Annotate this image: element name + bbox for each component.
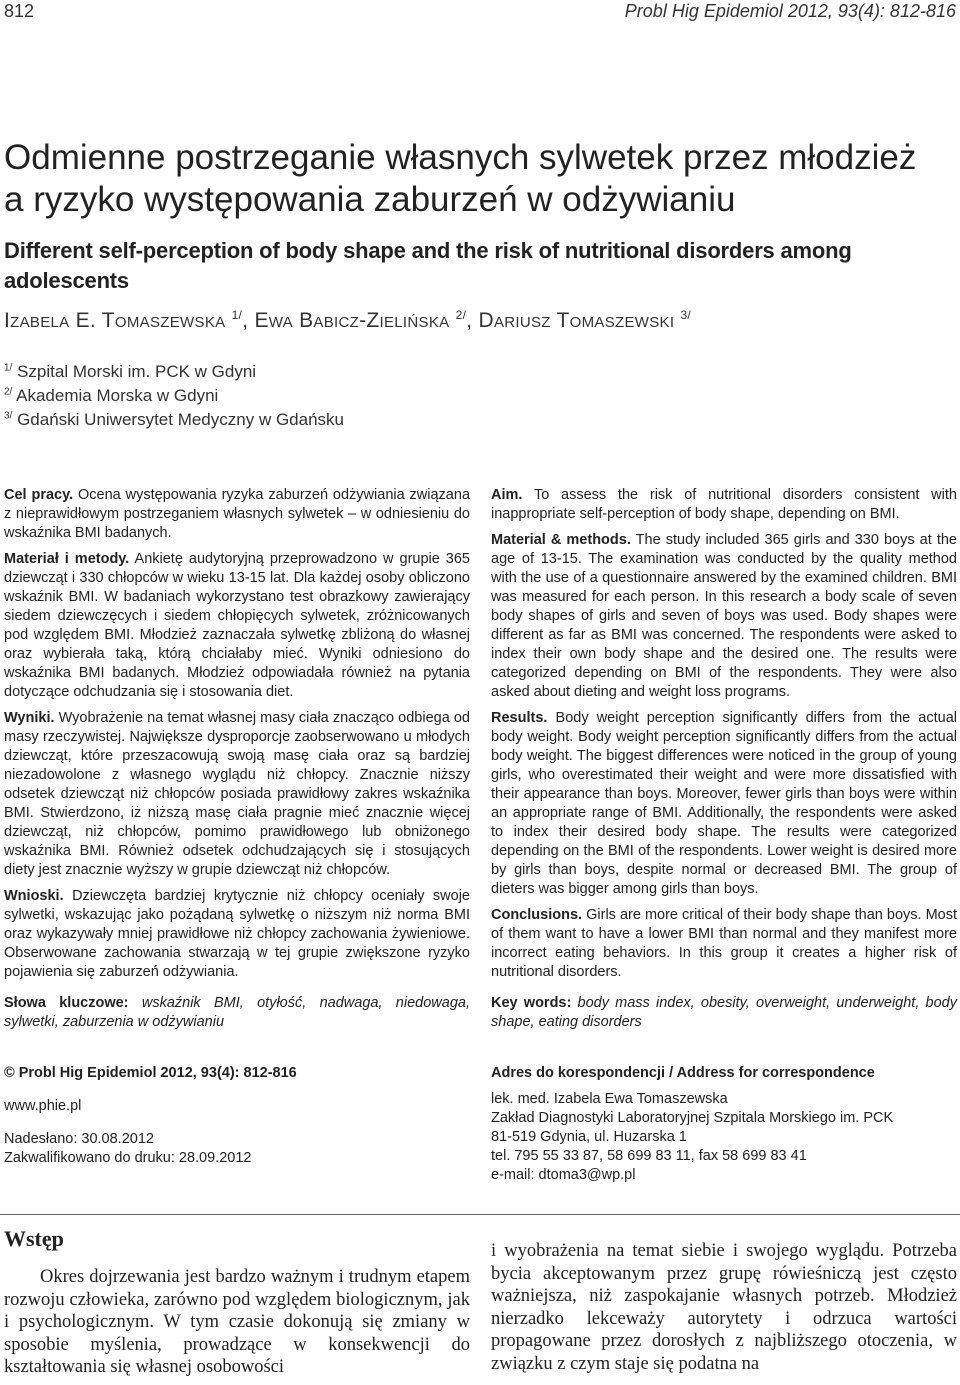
author-affiliation-marker: 1/ xyxy=(231,308,243,322)
correspondence-line: tel. 795 55 33 87, 58 699 83 11, fax 58 699 83 41 xyxy=(491,1148,807,1164)
correspondence-email-link[interactable]: e-mail: dtoma3@wp.pl xyxy=(491,1167,636,1183)
correspondence-line: lek. med. Izabela Ewa Tomaszewska xyxy=(491,1091,728,1107)
affiliation-marker: 3/ xyxy=(4,410,13,422)
author-name: Ewa Babicz-Zielińska xyxy=(254,309,450,332)
affiliation-marker: 1/ xyxy=(4,362,13,374)
affiliation-text: Gdański Uniwersytet Medyczny w Gdańsku xyxy=(17,410,344,429)
affiliation-marker: 2/ xyxy=(4,386,13,398)
correspondence-line: 81-519 Gdynia, ul. Huzarska 1 xyxy=(491,1129,687,1145)
abstract-section-aim: Aim. To assess the risk of nutritional disorders consistent with inappropriate self-perception of body shape, depending on BMI. xyxy=(491,487,957,522)
accepted-date: Zakwalifikowano do druku: 28.09.2012 xyxy=(4,1150,252,1166)
section-heading-introduction: Wstęp xyxy=(4,1226,64,1251)
keywords-polish: Słowa kluczowe: wskaźnik BMI, otyłość, nadwaga, niedowaga, sylwetki, zaburzenia w odżywianiu xyxy=(4,995,470,1030)
publication-info xyxy=(4,1064,464,1168)
article-title-english: Different self-perception of body shape and the risk of nutritional disorders among adolescents xyxy=(4,238,852,293)
journal-reference: Probl Hig Epidemiol 2012, 93(4): 812-816 xyxy=(624,1,956,21)
abstract-section-methods: Materiał i metody. Ankietę audytoryjną przeprowadzono w grupie 365 dziewcząt i 330 chłopców w wieku 13-15 lat. Dla każdej osoby obliczono wskaźnik BMI. W badaniach wykorzystano test obrazkowy zawierający siedem dziewczęcych i siedem chłopięcych sylwetek, zróżnicowanych pod względem BMI. Młodzież zaznaczała sylwetkę zbliżoną do własnej oraz wybierała taką, którą chciałaby mieć. Wyniki odniesiono do wskaźnika BMI badanych. Młodzież odpowiadała również na pytania dotyczące odchudzania się i stosowania diet. xyxy=(4,551,470,700)
affiliation xyxy=(4,362,256,382)
abstract-polish xyxy=(4,486,470,1039)
abstract-section-methods: Material & methods. The study included 365 girls and 330 boys at the age of 13-15. The examination was conducted by the quality method with the use of a questionnaire answered by the examined children. BMI was measured for each person. In this research a body scale of seven body shapes of girls and seven of boys was used. Body shapes were different as far as BMI was concerned. The respondents were asked to index their own body shape and the desired one. The results were categorized depending on BMI of the respondents. They were also asked about dieting and weight loss programs. xyxy=(491,532,957,700)
correspondence-heading: Adres do korespondencji / Address for correspondence xyxy=(491,1065,875,1081)
abstract-section-results: Wyniki. Wyobrażenie na temat własnej masy ciała znacząco odbiega od masy rzeczywistej. Największe dysproporcje zaobserwowano u młodych dziewcząt, które przeszacowują swoją masę ciała oraz są bardziej niezadowolone z własnego wyglądu niż chłopcy. Znacznie niższy odsetek dziewcząt niż chłopców posiada prawidłowy zakres wskaźnika BMI. Stwierdzono, iż niższą masę ciała pragnie mieć znacznie więcej dziewcząt, niż chłopców, pomimo prawidłowego lub obniżonego wskaźnika BMI. Również odsetek odchudzających się i stosujących diety jest znacznie wyższy w grupie dziewcząt niż chłopców. xyxy=(4,710,470,878)
title-line-2: a ryzyko występowania zaburzeń w odżywianiu xyxy=(4,180,736,219)
correspondence-line: Zakład Diagnostyki Laboratoryjnej Szpitala Morskiego im. PCK xyxy=(491,1110,894,1126)
author-affiliation-marker: 2/ xyxy=(455,308,467,322)
author-list: Izabela E. Tomaszewska $^{1/}$, Ewa Babicz-Zielińska $^{2/}$, Dariusz Tomaszewski $^{3/}$ xyxy=(4,308,692,332)
author-affiliation-marker: 3/ xyxy=(680,308,692,322)
abstract-section-conclusions: Wnioski. Dziewczęta bardziej krytycznie niż chłopcy oceniały swoje sylwetki, wskazując jako pożądaną sylwetkę o niższym niż norma BMI oraz wykazywały mniej prawidłowe niż chłopcy zachowania żywieniowe. Obserwowane zachowania stwarzają w tej grupie zwiększone ryzyko pojawienia się zaburzeń odżywiania. xyxy=(4,888,470,980)
affiliation-text: Szpital Morski im. PCK w Gdyni xyxy=(17,362,257,381)
abstract-section-results: Results. Body weight perception significantly differs from the actual body weight. Body weight perception significantly differs from the actual body weight. The biggest differences were noticed in the group of young girls, who overestimated their weight and were more dissatisfied with their appearance than boys. Moreover, fewer girls than boys were within an appropriate range of BMI. Additionally, the respondents were asked to index their desired body shape. The results were categorized depending on the BMI of the respondents. Lower weight is desired more by girls than boys, despite normal or decreased BMI. The group of dieters was bigger among girls than boys. xyxy=(491,710,957,897)
page-number: 812 xyxy=(4,1,35,21)
copyright-line: © Probl Hig Epidemiol 2012, 93(4): 812-816 xyxy=(4,1065,297,1081)
journal-url-link[interactable]: www.phie.pl xyxy=(4,1098,82,1114)
received-date: Nadesłano: 30.08.2012 xyxy=(4,1131,154,1147)
abstract-section-conclusions: Conclusions. Girls are more critical of their body shape than boys. Most of them want to have a lower BMI than normal and they manifest more incorrect eating behaviors. In this group it creates a higher risk of nutritional disorders. xyxy=(491,907,958,980)
correspondence-address xyxy=(491,1064,957,1185)
author-name: Dariusz Tomaszewski xyxy=(478,309,675,332)
affiliation-text: Akademia Morska w Gdyni xyxy=(16,386,219,405)
affiliation xyxy=(4,386,218,406)
abstract-section-aim: Cel pracy. Ocena występowania ryzyka zaburzeń odżywiania związana z nieprawidłowym postrzeganiem własnych sylwetek – w odniesieniu do wskaźnika BMI badanych. xyxy=(4,487,471,541)
title-line-1: Odmienne postrzeganie własnych sylwetek przez młodzież xyxy=(4,138,917,177)
intro-paragraph-right: i wyobrażenia na temat siebie i swojego wyglądu. Potrzeba bycia akceptowanym przez grupę rówieśniczą jest często ważniejsza, niż zaspokajanie własnych potrzeb. Młodzież nierzadko lekceważy autorytety i odrzuca wartości propagowane przez dorosłych z najbliższego otoczenia, w związku z czym staje się podatna na xyxy=(491,1241,957,1374)
intro-paragraph-left: Okres dojrzewania jest bardzo ważnym i trudnym etapem rozwoju człowieka, zarówno pod względem biologicznym, jak i psychologicznym. W tym czasie dokonują się zmiany w sposobie myślenia, prowadzące w konsekwencji do kształtowania się własnej osobowości xyxy=(4,1267,470,1377)
article-title-polish xyxy=(4,137,954,221)
affiliation xyxy=(4,410,344,430)
keywords-english: Key words: body mass index, obesity, overweight, underweight, body shape, eating disorders xyxy=(491,995,957,1030)
section-divider xyxy=(0,1214,960,1215)
abstract-english xyxy=(491,486,957,1039)
author-name: Izabela E. Tomaszewska xyxy=(4,309,226,332)
